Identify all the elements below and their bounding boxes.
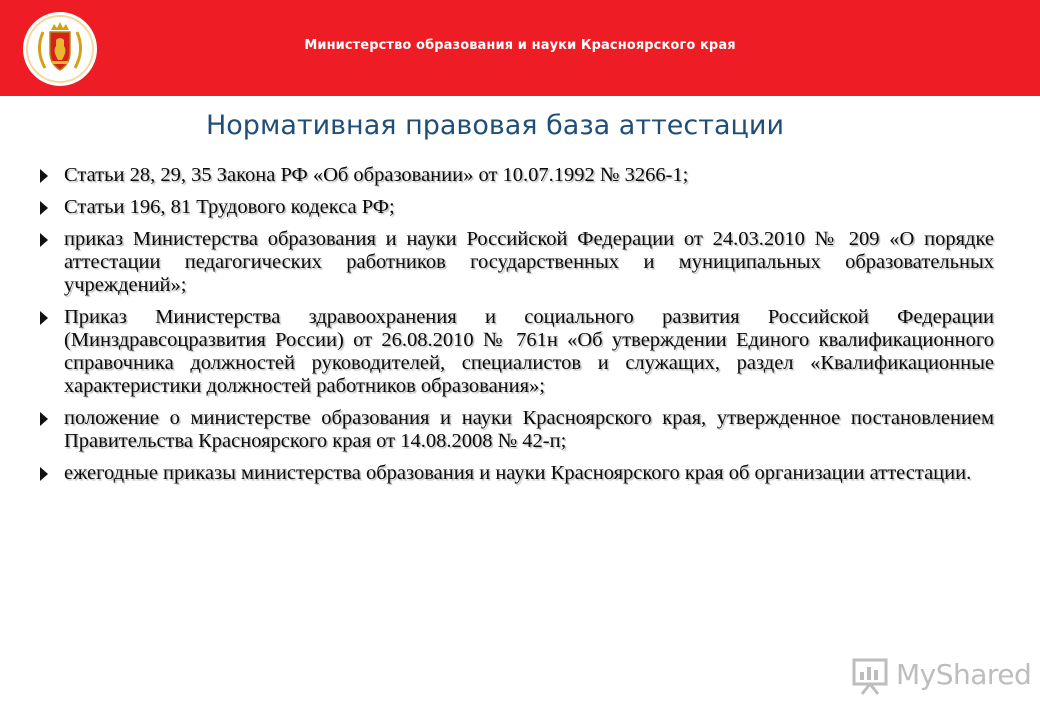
triangle-bullet-icon (40, 233, 48, 247)
watermark-text: MyShared (896, 658, 1032, 691)
ministry-name: Министерство образования и науки Красноярского края (304, 38, 736, 53)
list-item (38, 306, 994, 398)
list-item-text: Статьи 196, 81 Трудового кодекса РФ; (64, 196, 395, 218)
page-title: Нормативная правовая база аттестации (205, 110, 785, 141)
krasnoyarsk-coat-of-arms-icon (23, 12, 97, 86)
list-item (38, 462, 994, 485)
triangle-bullet-icon (40, 201, 48, 215)
list-item (38, 196, 994, 219)
triangle-bullet-icon (40, 467, 48, 481)
list-item (38, 407, 994, 453)
list-item (38, 164, 994, 187)
list-item-text: Приказ Министерства здравоохранения и социального развития Российской Федерации (Минздравсоцразвития России) от 26.08.2010 № 761н «Об утверждении Единого квалификационного справочника должностей руководителей, специалистов и служащих, раздел «Квалификационные характеристики должностей работников образования»; (64, 306, 994, 397)
list-item-text: Статьи 28, 29, 35 Закона РФ «Об образовании» от 10.07.1992 № 3266-1; (64, 164, 689, 186)
emblem-badge (23, 12, 97, 86)
triangle-bullet-icon (40, 412, 48, 426)
list-item (38, 228, 994, 297)
watermark (848, 656, 1032, 696)
triangle-bullet-icon (40, 311, 48, 325)
header-bar (0, 0, 1040, 96)
list-item-text: приказ Министерства образования и науки Российской Федерации от 24.03.2010 № 209 «О порядке аттестации педагогических работников государственных и муниципальных образовательных учреждений»; (64, 228, 994, 296)
bullet-list (38, 164, 994, 494)
triangle-bullet-icon (40, 169, 48, 183)
presentation-chart-icon (848, 656, 892, 696)
list-item-text: положение о министерстве образования и науки Красноярского края, утвержденное постановлением Правительства Красноярского края от 14.08.2008 № 42-п; (64, 407, 994, 452)
list-item-text: ежегодные приказы министерства образования и науки Красноярского края об организации аттестации. (64, 462, 972, 484)
